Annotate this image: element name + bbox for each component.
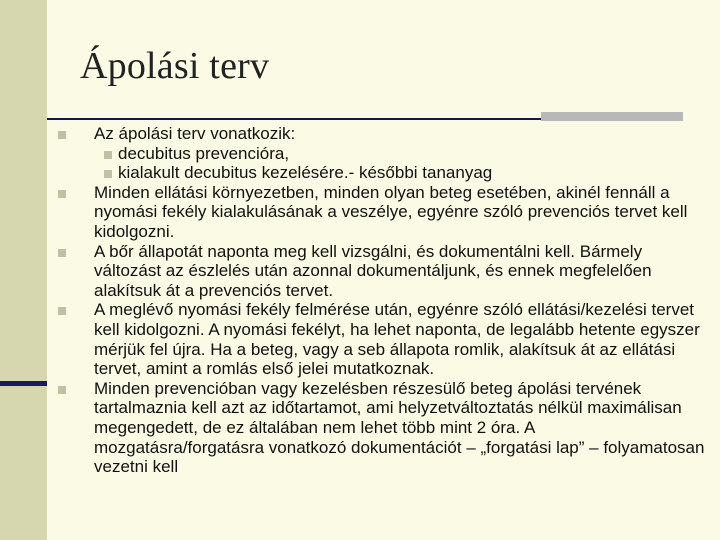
list-item xyxy=(56,183,706,242)
square-bullet-icon xyxy=(104,170,112,178)
square-bullet-icon xyxy=(58,386,66,394)
list-item-text: A meglévő nyomási fekély felmérése után, egyénre szóló ellátási/kezelési tervet kell kidolgozni. A nyomási fekélyt, ha lehet naponta, de legalább hetente egyszer mérjük fel újra. Ha a beteg, vagy a seb állapota romlik, alakítsuk át az ellátási tervet, amint a romlás első jelei mutatkoznak. xyxy=(94,300,700,379)
left-decorative-band xyxy=(0,0,47,540)
square-bullet-icon xyxy=(58,249,66,257)
square-bullet-icon xyxy=(104,151,112,159)
sub-list-item xyxy=(56,144,706,164)
sub-list-item xyxy=(56,163,706,183)
slide-title: Ápolási terv xyxy=(80,45,270,87)
list-item xyxy=(56,124,706,144)
list-item xyxy=(56,242,706,301)
square-bullet-icon xyxy=(58,131,66,139)
slide-content xyxy=(56,124,706,477)
square-bullet-icon xyxy=(58,307,66,315)
list-item-text: Minden prevencióban vagy kezelésben részesülő beteg ápolási tervének tartalmaznia kell azt az időtartamot, ami helyzetváltoztatás nélkül maximálisan megengedett, de ez általában nem lehet több mint 2 óra. A mozgatásra/forgatásra vonatkozó dokumentációt – „forgatási lap” – folyamatosan vezetni kell xyxy=(94,378,705,477)
square-bullet-icon xyxy=(58,190,66,198)
list-item-text: Minden ellátási környezetben, minden olyan beteg esetében, akinél fennáll a nyomási fekély kialakulásának a veszélye, egyénre szóló prevenciós tervet kell kidolgozni. xyxy=(94,182,688,241)
list-item-text: Az ápolási terv vonatkozik: xyxy=(94,124,296,143)
list-item xyxy=(56,379,706,477)
title-divider-accent xyxy=(541,112,683,121)
sub-list-item-text: kialakult decubitus kezelésére.- későbbi tananyag xyxy=(118,163,493,183)
sub-list-item-text: decubitus prevencióra, xyxy=(118,143,290,163)
list-item-text: A bőr állapotát naponta meg kell vizsgálni, és dokumentálni kell. Bármely változást az észlelés után azonnal dokumentáljunk, és ennek megfelelően alakítsuk át a prevenciós tervet. xyxy=(94,241,652,300)
list-item xyxy=(56,300,706,378)
left-accent-bar xyxy=(0,381,47,386)
